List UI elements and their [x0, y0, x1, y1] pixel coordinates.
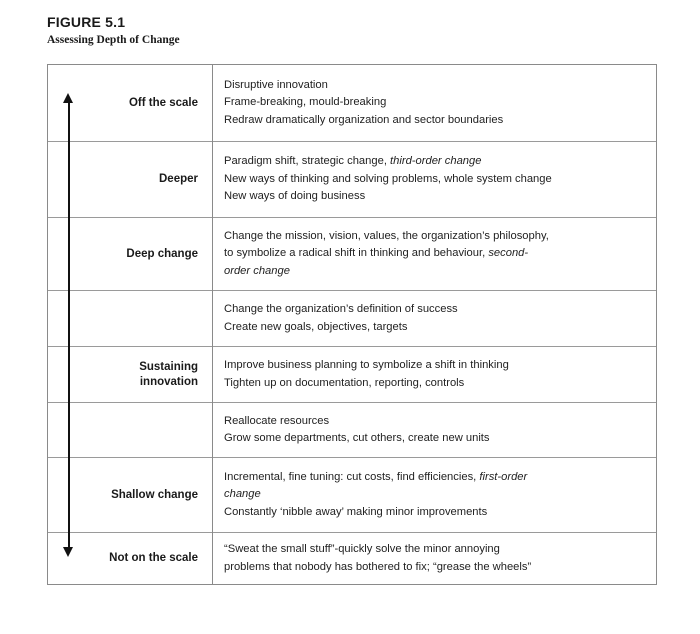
description-cell — [224, 65, 656, 141]
description-cell — [224, 533, 656, 584]
description-text: problems that nobody has bothered to fix; “grease the wheels” — [224, 560, 532, 573]
description-text: Tighten up on documentation, reporting, controls — [224, 376, 465, 389]
arrow-up-icon — [63, 93, 73, 103]
level-label: Not on the scale — [109, 552, 198, 564]
italic-term: change — [224, 488, 261, 501]
table-row — [48, 457, 656, 532]
description-line — [224, 357, 656, 375]
table-row — [48, 346, 656, 402]
description-cell — [224, 142, 656, 217]
description-text: Create new goals, objectives, targets — [224, 320, 408, 333]
description-line — [224, 486, 656, 504]
table-row — [48, 532, 656, 584]
description-line — [224, 94, 656, 112]
description-text: Frame-breaking, mould-breaking — [224, 96, 387, 109]
level-label — [48, 403, 198, 457]
italic-term: order change — [224, 264, 290, 277]
italic-term: third-order change — [390, 155, 482, 168]
table-row — [48, 65, 656, 141]
level-label — [48, 291, 198, 346]
depth-scale-line — [68, 101, 70, 551]
description-line — [224, 188, 656, 206]
description-cell — [224, 403, 656, 457]
description-line — [224, 263, 656, 281]
table-row — [48, 402, 656, 457]
description-text: to symbolize a radical shift in thinking and behaviour, — [224, 247, 489, 260]
description-line — [224, 319, 656, 337]
description-line — [224, 504, 656, 522]
depth-of-change-table — [47, 64, 657, 585]
description-text: Disruptive innovation — [224, 78, 328, 91]
table-row — [48, 290, 656, 346]
arrow-down-icon — [63, 547, 73, 557]
description-text: Reallocate resources — [224, 414, 330, 427]
description-text: Change the organization’s definition of success — [224, 303, 458, 315]
description-line — [224, 245, 656, 263]
description-text: Incremental, fine tuning: cut costs, find efficiencies, — [224, 470, 480, 483]
description-text: Change the mission, vision, values, the organization’s philosophy, — [224, 229, 549, 242]
description-line — [224, 375, 656, 393]
description-text: New ways of doing business — [224, 190, 366, 203]
description-line — [224, 228, 656, 246]
figure-label: FIGURE 5.1 — [47, 14, 126, 30]
column-divider — [212, 65, 213, 584]
description-line — [224, 469, 656, 487]
level-label: Deep change — [126, 247, 198, 260]
level-label: Sustaining innovation — [139, 360, 198, 388]
description-text: “Sweat the small stuff”-quickly solve the minor annoying — [224, 543, 500, 555]
description-cell — [224, 347, 656, 402]
description-text: Redraw dramatically organization and sector boundaries — [224, 113, 504, 126]
description-line — [224, 413, 656, 431]
description-line — [224, 112, 656, 130]
figure-title: Assessing Depth of Change — [47, 34, 180, 46]
description-line — [224, 153, 656, 171]
description-line — [224, 541, 656, 559]
italic-term: first-order — [479, 470, 528, 483]
description-text: Paradigm shift, strategic change, — [224, 155, 391, 168]
description-line — [224, 430, 656, 448]
description-line — [224, 301, 656, 319]
description-cell — [224, 458, 656, 532]
level-label: Shallow change — [111, 488, 198, 501]
table-row — [48, 217, 656, 290]
description-cell — [224, 218, 656, 290]
level-label: Deeper — [159, 173, 198, 185]
description-text: Constantly ‘nibble away’ making minor improvements — [224, 505, 488, 518]
italic-term: second- — [488, 247, 529, 260]
description-line — [224, 171, 656, 189]
description-line — [224, 559, 656, 577]
description-text: New ways of thinking and solving problems, whole system change — [224, 172, 552, 185]
description-cell — [224, 291, 656, 346]
description-text: Grow some departments, cut others, create new units — [224, 432, 490, 444]
table-row — [48, 141, 656, 217]
description-text: Improve business planning to symbolize a shift in thinking — [224, 359, 509, 371]
level-label: Off the scale — [128, 96, 198, 109]
description-line — [224, 77, 656, 95]
